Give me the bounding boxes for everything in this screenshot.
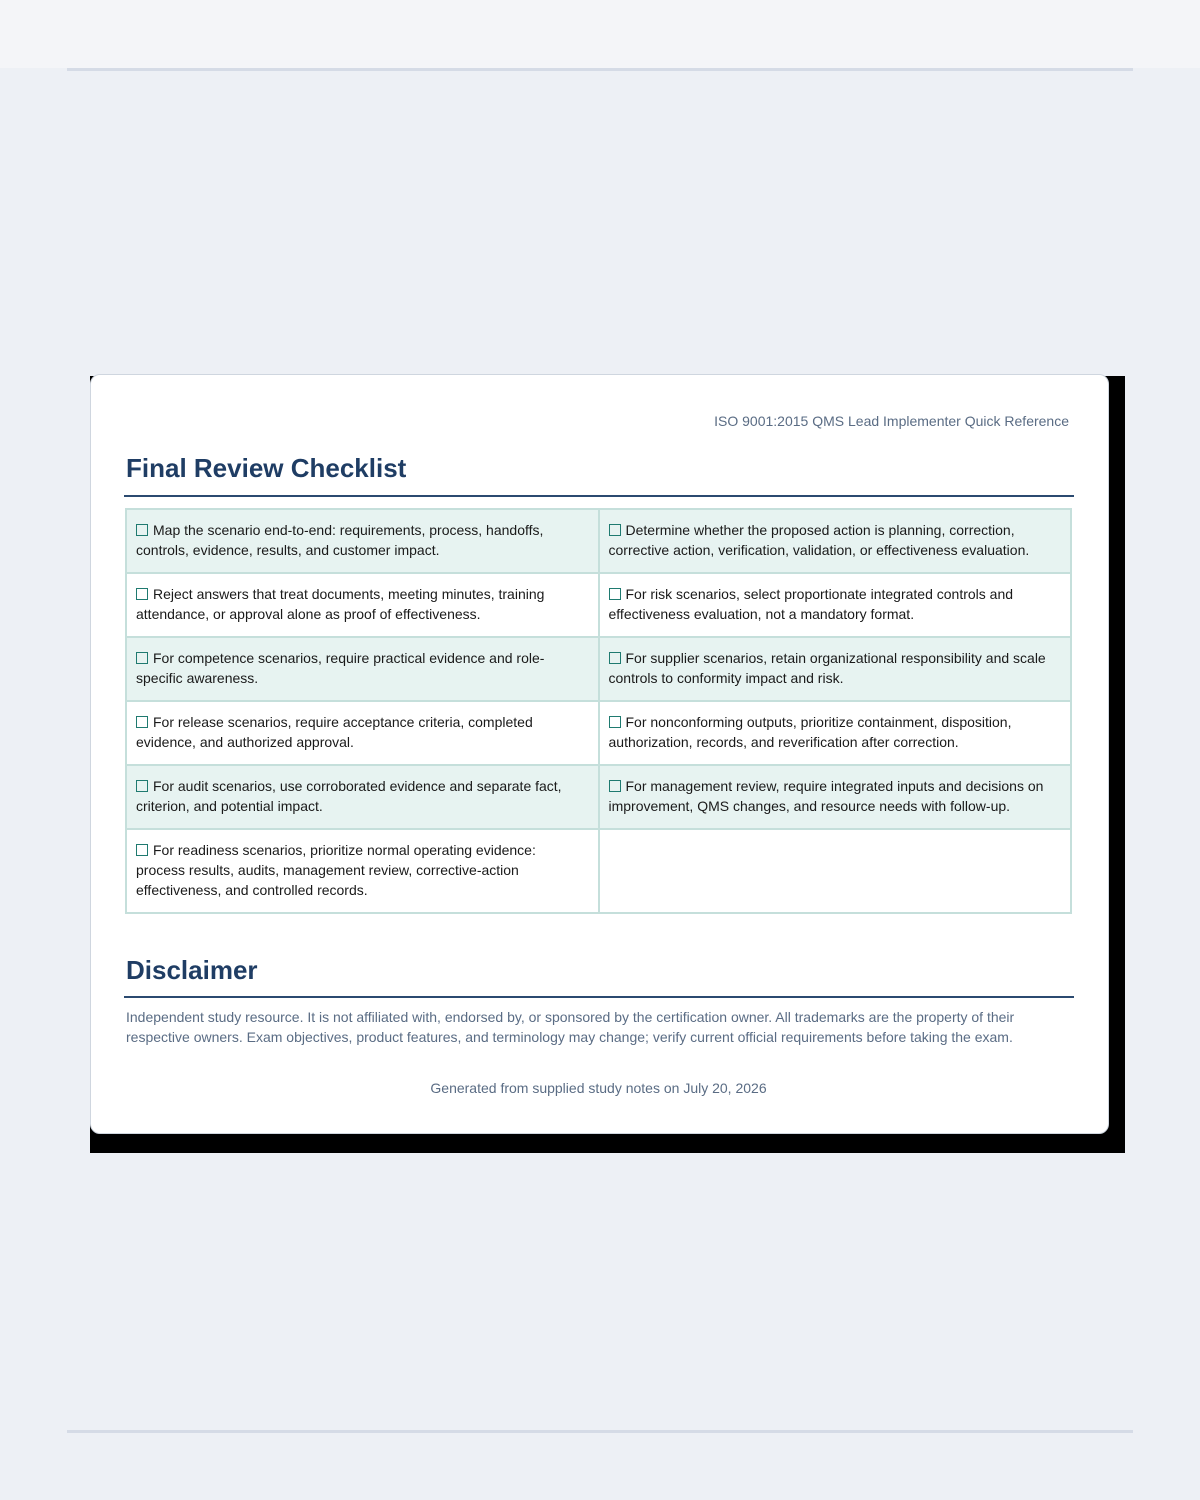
checkbox-icon[interactable] [136, 716, 148, 728]
checklist-row [126, 509, 1071, 573]
checklist-item-text: For competence scenarios, require practical evidence and role-specific awareness. [136, 650, 545, 686]
checklist-item [126, 829, 599, 913]
checkbox-icon[interactable] [136, 844, 148, 856]
checkbox-icon[interactable] [136, 652, 148, 664]
disclaimer-heading-rule [124, 996, 1074, 998]
checklist-item [126, 637, 599, 701]
checklist-item-text: For readiness scenarios, prioritize normal operating evidence: process results, audits, management review, corrective-action effectiveness, and controlled records. [136, 842, 536, 898]
checklist-item [599, 509, 1072, 573]
checklist-item-text: For release scenarios, require acceptance criteria, completed evidence, and authorized approval. [136, 714, 533, 750]
checkbox-icon[interactable] [609, 780, 621, 792]
generated-note: Generated from supplied study notes on July 20, 2026 [430, 1080, 767, 1096]
checklist-row [126, 701, 1071, 765]
checklist-item [126, 701, 599, 765]
checklist-item-text: For audit scenarios, use corroborated evidence and separate fact, criterion, and potential impact. [136, 778, 562, 814]
viewer-bottom-divider [67, 1430, 1133, 1433]
checklist-row [126, 637, 1071, 701]
checklist-item [599, 573, 1072, 637]
checklist-item-text: For risk scenarios, select proportionate integrated controls and effectiveness evaluation, not a mandatory format. [608, 586, 1014, 622]
checklist-item [126, 509, 599, 573]
checkbox-icon[interactable] [136, 588, 148, 600]
checklist-item [126, 573, 599, 637]
checkbox-icon[interactable] [609, 588, 621, 600]
viewer-top-divider [67, 68, 1133, 71]
checklist-row [126, 573, 1071, 637]
checklist-heading-rule [124, 495, 1074, 497]
disclaimer-text: Independent study resource. It is not affiliated with, endorsed by, or sponsored by the certification owner. All trademarks are the property of their respective owners. Exam objectives, product features, and terminology may change; verify current official requirements before taking the exam. [126, 1009, 1015, 1045]
checklist-item [599, 765, 1072, 829]
checklist-row [126, 765, 1071, 829]
checkbox-icon[interactable] [609, 716, 621, 728]
checklist-item [126, 765, 599, 829]
checklist-item-text: For nonconforming outputs, prioritize containment, disposition, authorization, records, and reverification after correction. [608, 714, 1012, 750]
checklist-item-text: Map the scenario end-to-end: requirements, process, handoffs, controls, evidence, results, and customer impact. [136, 522, 544, 558]
checklist-item-text: Reject answers that treat documents, meeting minutes, training attendance, or approval alone as proof of effectiveness. [136, 586, 545, 622]
disclaimer-heading: Disclaimer [126, 955, 258, 985]
checklist-item-text: For supplier scenarios, retain organizational responsibility and scale controls to conformity impact and risk. [608, 650, 1046, 686]
checkbox-icon[interactable] [136, 780, 148, 792]
checklist-item [599, 701, 1072, 765]
document-page [90, 374, 1109, 1134]
checkbox-icon[interactable] [609, 524, 621, 536]
checklist-heading: Final Review Checklist [126, 453, 407, 483]
checklist-item-text: Determine whether the proposed action is planning, correction, corrective action, verification, validation, or effectiveness evaluation. [608, 522, 1030, 558]
checklist-table [125, 508, 1072, 914]
running-header: ISO 9001:2015 QMS Lead Implementer Quick Reference [714, 413, 1069, 429]
checklist-item-text: For management review, require integrated inputs and decisions on improvement, QMS changes, and resource needs with follow-up. [608, 778, 1044, 814]
viewer-top-bar [0, 0, 1200, 68]
checklist-item [599, 637, 1072, 701]
checkbox-icon[interactable] [136, 524, 148, 536]
checklist-empty-cell [599, 829, 1072, 913]
checkbox-icon[interactable] [609, 652, 621, 664]
checklist-row [126, 829, 1071, 913]
